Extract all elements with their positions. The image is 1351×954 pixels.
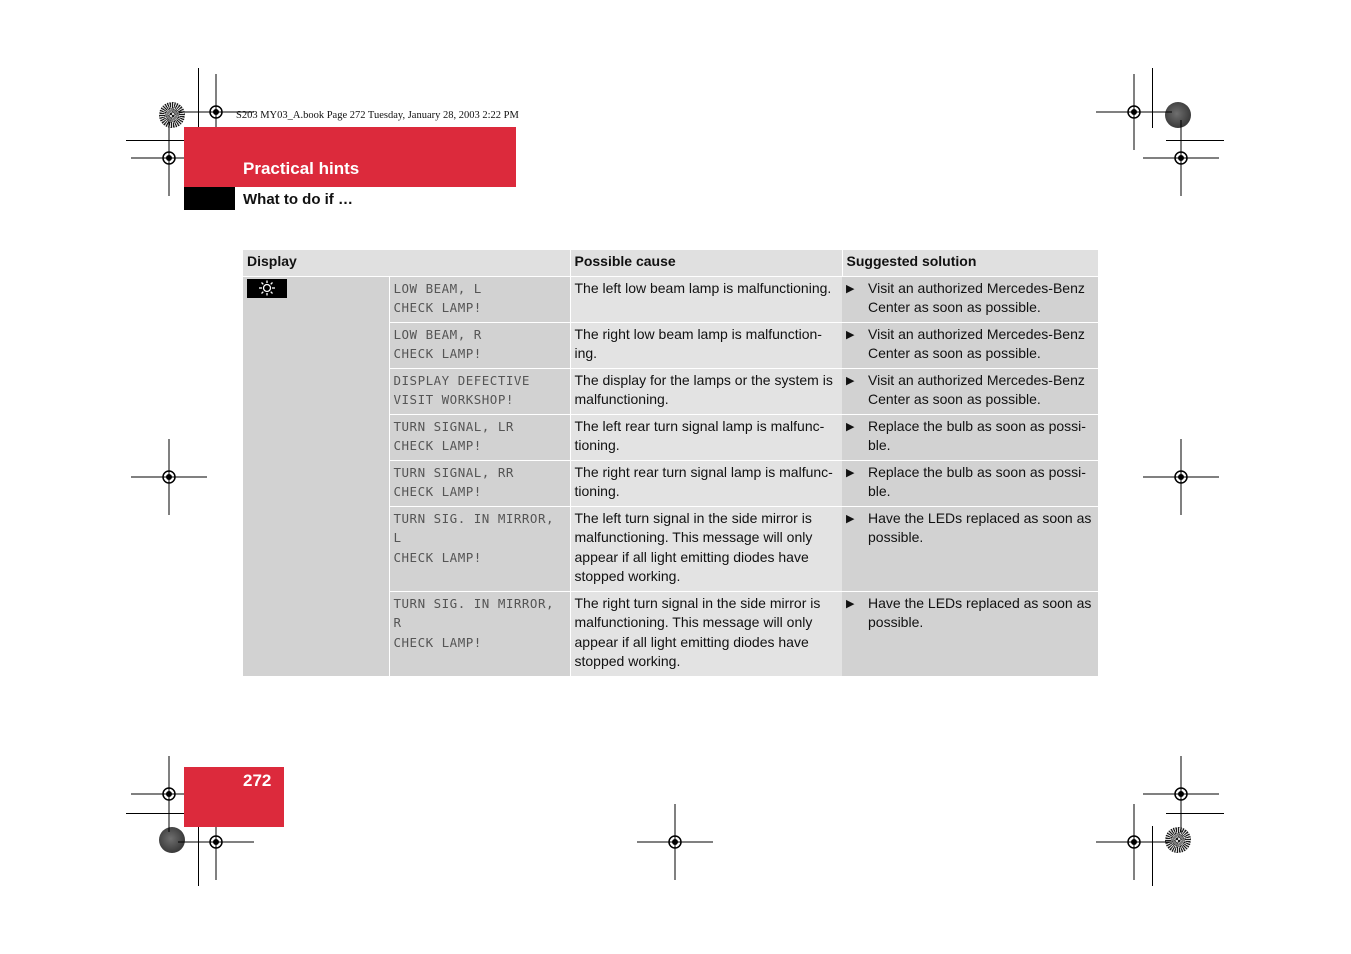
solution-text: Have the LEDs replaced as soon as possible.	[868, 509, 1092, 545]
display-message-line: TURN SIG. IN MIRROR, R	[393, 595, 555, 630]
header-suggested-solution: Suggested solution	[842, 250, 1098, 276]
header-display: Display	[243, 250, 570, 276]
possible-cause: The left low beam lamp is malfunctioning.	[570, 276, 842, 322]
bullet-arrow-icon: ▶	[846, 282, 855, 295]
solution-text: Visit an authorized Mercedes-Benz Center as soon as possible.	[868, 325, 1085, 361]
crosshair-center	[214, 840, 219, 845]
crosshair-center	[673, 840, 678, 845]
solution-text: Visit an authorized Mercedes-Benz Center as soon as possible.	[868, 279, 1085, 315]
possible-cause: The display for the lamps or the system is malfunctioning.	[570, 368, 842, 414]
crosshair-center	[167, 156, 172, 161]
display-message	[389, 322, 570, 368]
display-message	[389, 414, 570, 460]
display-message-line: CHECK LAMP!	[393, 549, 482, 565]
display-message-line: DISPLAY DEFECTIVE	[393, 372, 530, 388]
crosshair-center	[214, 110, 219, 115]
display-message-line: LOW BEAM, R	[393, 326, 482, 342]
display-message	[389, 591, 570, 676]
header-possible-cause: Possible cause	[570, 250, 842, 276]
display-message-line: CHECK LAMP!	[393, 300, 482, 315]
display-message	[389, 368, 570, 414]
suggested-solution	[842, 322, 1098, 368]
bullet-arrow-icon: ▶	[846, 420, 855, 433]
suggested-solution	[842, 506, 1098, 591]
display-message-line: TURN SIGNAL, RR	[393, 464, 514, 480]
display-icon-cell	[243, 276, 389, 676]
crosshair-center	[1179, 156, 1184, 161]
table-row	[243, 276, 1098, 322]
suggested-solution	[842, 368, 1098, 414]
display-message	[389, 506, 570, 591]
bullet-arrow-icon: ▶	[846, 328, 855, 341]
book-info: S203 MY03_A.book Page 272 Tuesday, January 28, 2003 2:22 PM	[236, 110, 519, 121]
possible-cause: The right low beam lamp is malfunction-ing.	[570, 322, 842, 368]
bullet-arrow-icon: ▶	[846, 466, 855, 479]
display-message-line: VISIT WORKSHOP!	[393, 392, 514, 407]
display-message-line: TURN SIGNAL, LR	[393, 418, 514, 434]
solution-text: Have the LEDs replaced as soon as possible.	[868, 594, 1092, 630]
solution-text: Replace the bulb as soon as possi-ble.	[868, 463, 1086, 499]
crosshair-center	[1132, 110, 1137, 115]
section-tab-marker	[184, 187, 235, 210]
crosshair-center	[167, 475, 172, 480]
suggested-solution	[842, 591, 1098, 676]
page-number: 272	[243, 771, 272, 790]
table-header-row	[243, 250, 1098, 276]
section-title: Practical hints	[243, 159, 360, 178]
possible-cause: The left rear turn signal lamp is malfunc-tioning.	[570, 414, 842, 460]
lamp-indicator-icon	[247, 279, 287, 298]
display-message-line: CHECK LAMP!	[393, 346, 482, 361]
page-subtitle: What to do if …	[243, 191, 353, 208]
display-messages-table	[243, 250, 1098, 677]
possible-cause: The right turn signal in the side mirror is malfunctioning. This message will only appear if all light emitting diodes have stopped working.	[570, 591, 842, 676]
display-message-line: TURN SIG. IN MIRROR, L	[393, 510, 555, 545]
crosshair-center	[1132, 840, 1137, 845]
display-message-line: CHECK LAMP!	[393, 634, 482, 650]
bullet-arrow-icon: ▶	[846, 374, 855, 387]
crosshair-center	[167, 792, 172, 797]
possible-cause: The left turn signal in the side mirror is malfunctioning. This message will only appear if all light emitting diodes have stopped working.	[570, 506, 842, 591]
solution-text: Replace the bulb as soon as possi-ble.	[868, 417, 1086, 453]
suggested-solution	[842, 276, 1098, 322]
possible-cause: The right rear turn signal lamp is malfunc-tioning.	[570, 460, 842, 506]
display-message-line: CHECK LAMP!	[393, 438, 482, 453]
solution-text: Visit an authorized Mercedes-Benz Center as soon as possible.	[868, 371, 1085, 407]
display-message	[389, 276, 570, 322]
suggested-solution	[842, 414, 1098, 460]
display-message-line: LOW BEAM, L	[393, 280, 482, 296]
bullet-arrow-icon: ▶	[846, 597, 855, 610]
crosshair-center	[1179, 475, 1184, 480]
display-message	[389, 460, 570, 506]
suggested-solution	[842, 460, 1098, 506]
crosshair-center	[1179, 792, 1184, 797]
display-message-line: CHECK LAMP!	[393, 484, 482, 499]
bullet-arrow-icon: ▶	[846, 512, 855, 525]
